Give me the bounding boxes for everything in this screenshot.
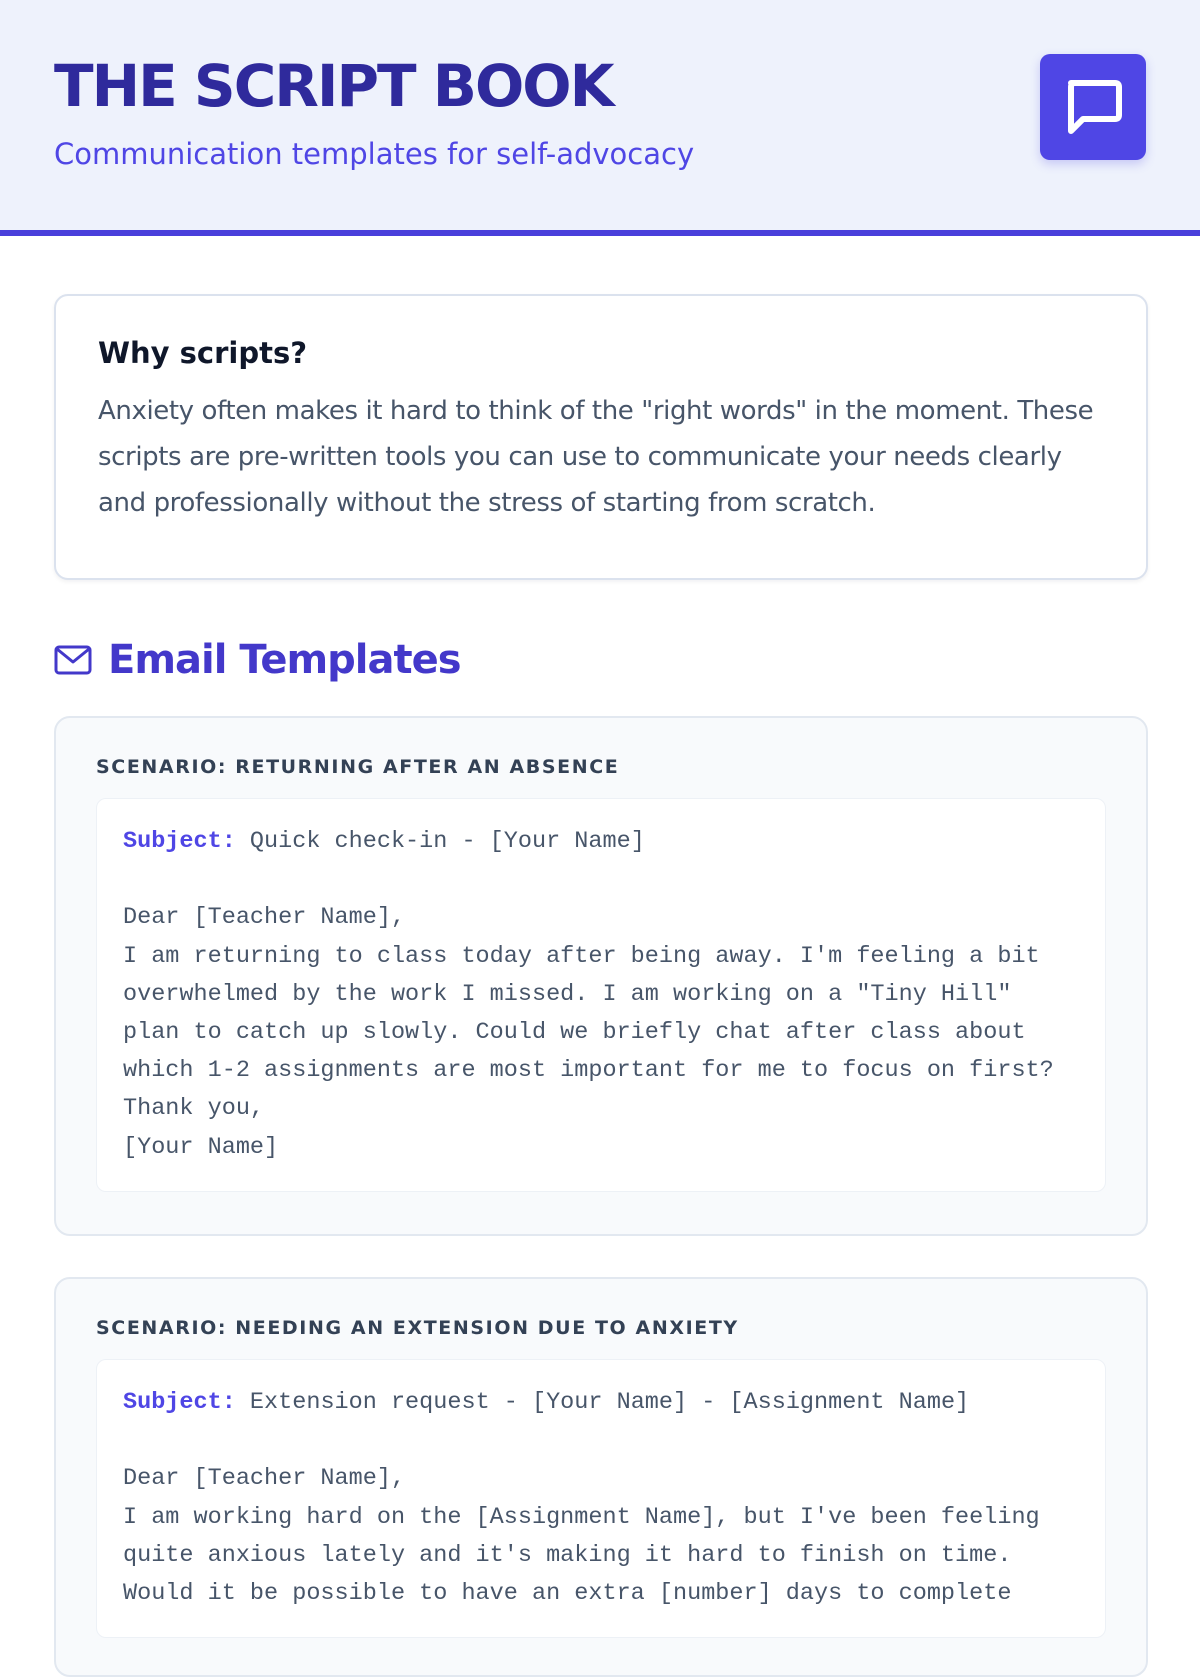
email-greeting: Dear [Teacher Name], (123, 904, 406, 932)
mail-icon (54, 643, 94, 677)
subject-value: Extension request - [Your Name] - [Assignment Name] (235, 1389, 970, 1416)
intro-card (54, 294, 1148, 580)
blank-line (123, 861, 1079, 899)
scenario-card (54, 1277, 1148, 1677)
email-greeting: Dear [Teacher Name], (123, 1465, 406, 1493)
section-title: Email Templates (108, 637, 461, 683)
message-square-icon[interactable] (1040, 54, 1146, 160)
scenario-label: SCENARIO: NEEDING AN EXTENSION DUE TO ANXIETY (96, 1317, 739, 1339)
page-subtitle: Communication templates for self-advocacy (54, 137, 695, 171)
intro-body: Anxiety often makes it hard to think of the "right words" in the moment. These scripts are pre-written tools you can use to communicate your needs clearly and professionally without the stress of starting from scratch. (98, 396, 1094, 518)
subject-value: Quick check-in - [Your Name] (235, 828, 645, 855)
email-script[interactable] (96, 798, 1106, 1192)
section-heading (54, 634, 461, 686)
intro-title: Why scripts? (98, 336, 308, 370)
subject-line (123, 1384, 1079, 1422)
scenario-card (54, 716, 1148, 1236)
email-body: I am working hard on the [Assignment Name], but I've been feeling quite anxious lately and it's making it hard to finish on time. Would it be possible to have an extra [number] days to complete (123, 1503, 1054, 1607)
page-title: THE SCRIPT BOOK (54, 52, 613, 120)
subject-key: Subject: (123, 1389, 236, 1416)
subject-key: Subject: (123, 828, 236, 855)
subject-line (123, 823, 1079, 861)
email-signature: [Your Name] (123, 1133, 279, 1161)
page-header (0, 0, 1200, 236)
scenario-label: SCENARIO: RETURNING AFTER AN ABSENCE (96, 756, 620, 778)
email-script[interactable] (96, 1359, 1106, 1638)
blank-line (123, 1422, 1079, 1460)
email-closing: Thank you, (123, 1095, 265, 1123)
email-body: I am returning to class today after being away. I'm feeling a bit overwhelmed by the work I missed. I am working on a "Tiny Hill" plan to catch up slowly. Could we briefly chat after class about which 1-2 assignments are most important for me to focus on first? (123, 942, 1054, 1085)
